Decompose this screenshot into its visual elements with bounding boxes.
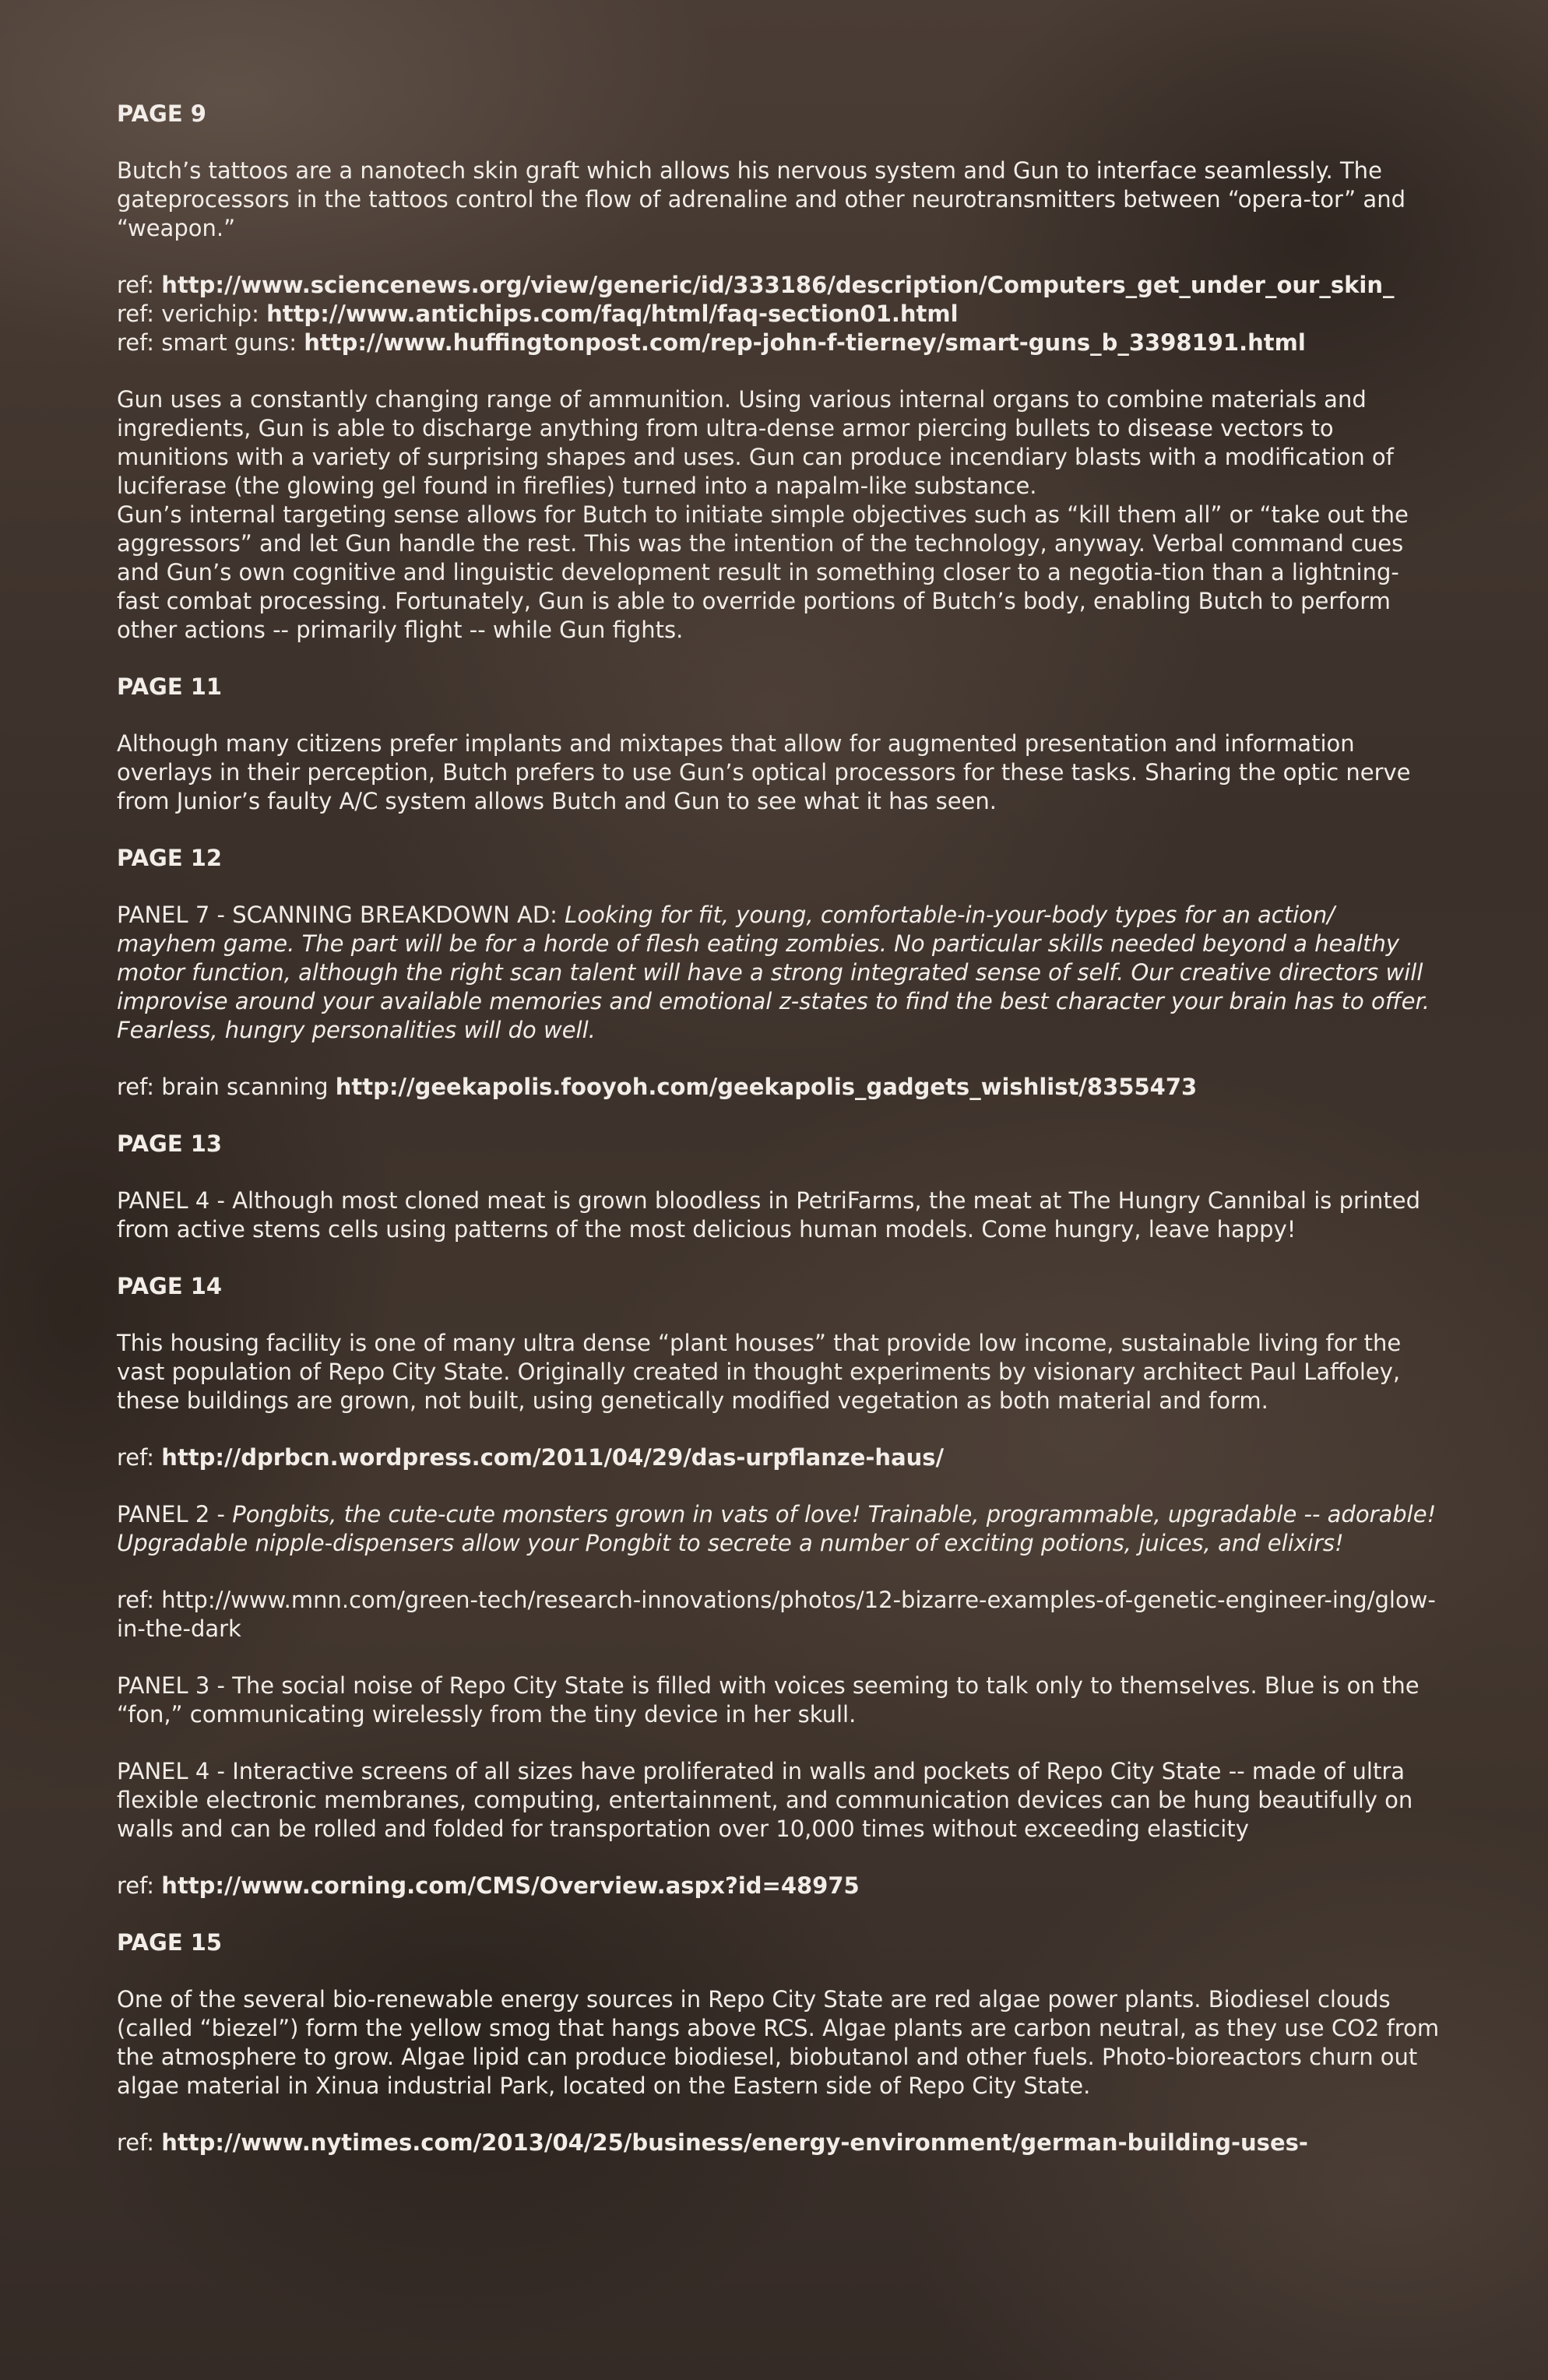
panel-label: PANEL 2 - [117,1501,233,1527]
page-15-algae-paragraph: One of the several bio-renewable energy sources in Repo City State are red algae power plants. Biodiesel clouds (called “biezel”) form the yellow smog that hangs above RCS. Algae plants are carbon neutral, as they use CO2 from the atmosphere to grow. Algae lipid can produce biodiesel, biobutanol and other fuels. Photo-bioreactors churn out algae material in Xinua industrial Park, located on the Eastern side of Repo City State. [117,1986,1440,2099]
page-9-targeting-paragraph: Gun’s internal targeting sense allows for Butch to initiate simple objectives such as “kill them all” or “take out the aggressors” and let Gun handle the rest. This was the intention of the technology, anyway. Verbal command cues and Gun’s own cognitive and linguistic development result in something closer to a negotia-tion than a lightning-fast combat processing. Fortunately, Gun is able to override portions of Butch’s body, enabling Butch to perform other actions -- primarily flight -- while Gun fights. [117,501,1409,643]
page-13-panel-4-paragraph: PANEL 4 - Although most cloned meat is grown bloodless in PetriFarms, the meat at The Hungry Cannibal is printed from active stems cells using patterns of the most delicious human models. Come hungry, leave happy! [117,1187,1420,1243]
ref-link-antichips[interactable]: http://www.antichips.com/faq/html/faq-section01.html [266,301,959,327]
ref-link-dprbcn[interactable]: http://dprbcn.wordpress.com/2011/04/29/das-urpflanze-haus/ [161,1444,945,1471]
page-12-ref-brain-scanning [117,1073,1441,1102]
ref-link-nytimes[interactable]: http://www.nytimes.com/2013/04/25/business/energy-environment/german-building-uses- [161,2129,1308,2156]
page-9-ref-smart-guns [117,329,1441,357]
notes-content [117,100,1441,2185]
ref-prefix: ref: smart guns: [117,329,304,356]
scanning-ad-text: Looking for fit, young, comfortable-in-your-body types for an action/ mayhem game. The part will be for a horde of flesh eating zombies. No particular skills needed beyond a healthy motor function, although the right scan talent will have a strong integrated sense of self. Our creative directors will improvise around your available memories and emotional z-states to find the best character your brain has to offer. Fearless, hungry personalities will do well. [117,902,1430,1043]
section-heading-page-15: PAGE 15 [117,1929,223,1956]
ref-prefix: ref: [117,272,162,298]
page-9-ref-sciencenews [117,271,1441,300]
ref-link-corning[interactable]: http://www.corning.com/CMS/Overview.aspx?id=48975 [161,1872,860,1899]
page-14-panel-4-paragraph: PANEL 4 - Interactive screens of all sizes have proliferated in walls and pockets of Repo City State -- made of ultra flexible electronic membranes, computing, entertainment, and communication devices can be hung beautifully on walls and can be rolled and folded for transportation over 10,000 times without exceeding elasticity [117,1758,1413,1842]
ref-prefix: ref: verichip: [117,301,267,327]
page-15-ref-nytimes [117,2129,1441,2157]
section-heading-page-12: PAGE 12 [117,845,223,871]
section-heading-page-9: PAGE 9 [117,100,206,127]
ref-prefix: ref: [117,2129,162,2156]
page-9-ammunition-paragraph: Gun uses a constantly changing range of ammunition. Using various internal organs to combine materials and ingredients, Gun is able to discharge anything from ultra-dense armor piercing bullets to disease vectors to munitions with a variety of surprising shapes and uses. Gun can produce incendiary blasts with a modification of luciferase (the glowing gel found in fireflies) turned into a napalm-like substance. [117,386,1394,499]
page-14-housing-paragraph: This housing facility is one of many ultra dense “plant houses” that provide low income, sustainable living for the vast population of Repo City State. Originally created in thought experiments by visionary architect Paul Laffoley, these buildings are grown, not built, using genetically modified vegetation as both material and form. [117,1330,1402,1414]
section-heading-page-13: PAGE 13 [117,1130,223,1157]
page-12-panel-7-paragraph [117,901,1441,1045]
page-14-ref-mnn[interactable]: ref: http://www.mnn.com/green-tech/research-innovations/photos/12-bizarre-examples-of-genetic-engineer-ing/glow-in-the-dark [117,1587,1436,1642]
section-heading-page-11: PAGE 11 [117,673,223,700]
page-9-tattoos-paragraph: Butch’s tattoos are a nanotech skin graft which allows his nervous system and Gun to interface seamlessly. The gateprocessors in the tattoos control the flow of adrenaline and other neurotransmitters between “opera-tor” and “weapon.” [117,157,1406,241]
page-14-ref-corning [117,1872,1441,1900]
ref-prefix: ref: brain scanning [117,1074,336,1100]
page-14-panel-3-paragraph: PANEL 3 - The social noise of Repo City State is filled with voices seeming to talk only to themselves. Blue is on the “fon,” communicating wirelessly from the tiny device in her skull. [117,1672,1420,1728]
section-heading-page-14: PAGE 14 [117,1273,223,1299]
ref-link-geekapolis[interactable]: http://geekapolis.fooyoh.com/geekapolis_gadgets_wishlist/8355473 [335,1074,1198,1100]
ref-link-sciencenews[interactable]: http://www.sciencenews.org/view/generic/id/333186/description/Computers_get_under_our_skin_ [161,272,1395,298]
page-14-ref-dprbcn [117,1443,1441,1472]
ref-prefix: ref: [117,1872,162,1899]
page-9-ref-verichip [117,300,1441,329]
page-11-optics-paragraph: Although many citizens prefer implants and mixtapes that allow for augmented presentation and information overlays in their perception, Butch prefers to use Gun’s optical processors for these tasks. Sharing the optic nerve from Junior’s faulty A/C system allows Butch and Gun to see what it has seen. [117,730,1411,814]
ref-prefix: ref: [117,1444,162,1471]
pongbits-ad-text: Pongbits, the cute-cute monsters grown in vats of love! Trainable, programmable, upgradable -- adorable! Upgradable nipple-dispensers allow your Pongbit to secrete a number of exciting potions, juices, and elixirs! [117,1501,1437,1556]
ref-link-huffingtonpost[interactable]: http://www.huffingtonpost.com/rep-john-f-tierney/smart-guns_b_3398191.html [304,329,1306,356]
panel-label: PANEL 7 - SCANNING BREAKDOWN AD: [117,902,565,928]
page-14-panel-2-paragraph [117,1500,1441,1558]
